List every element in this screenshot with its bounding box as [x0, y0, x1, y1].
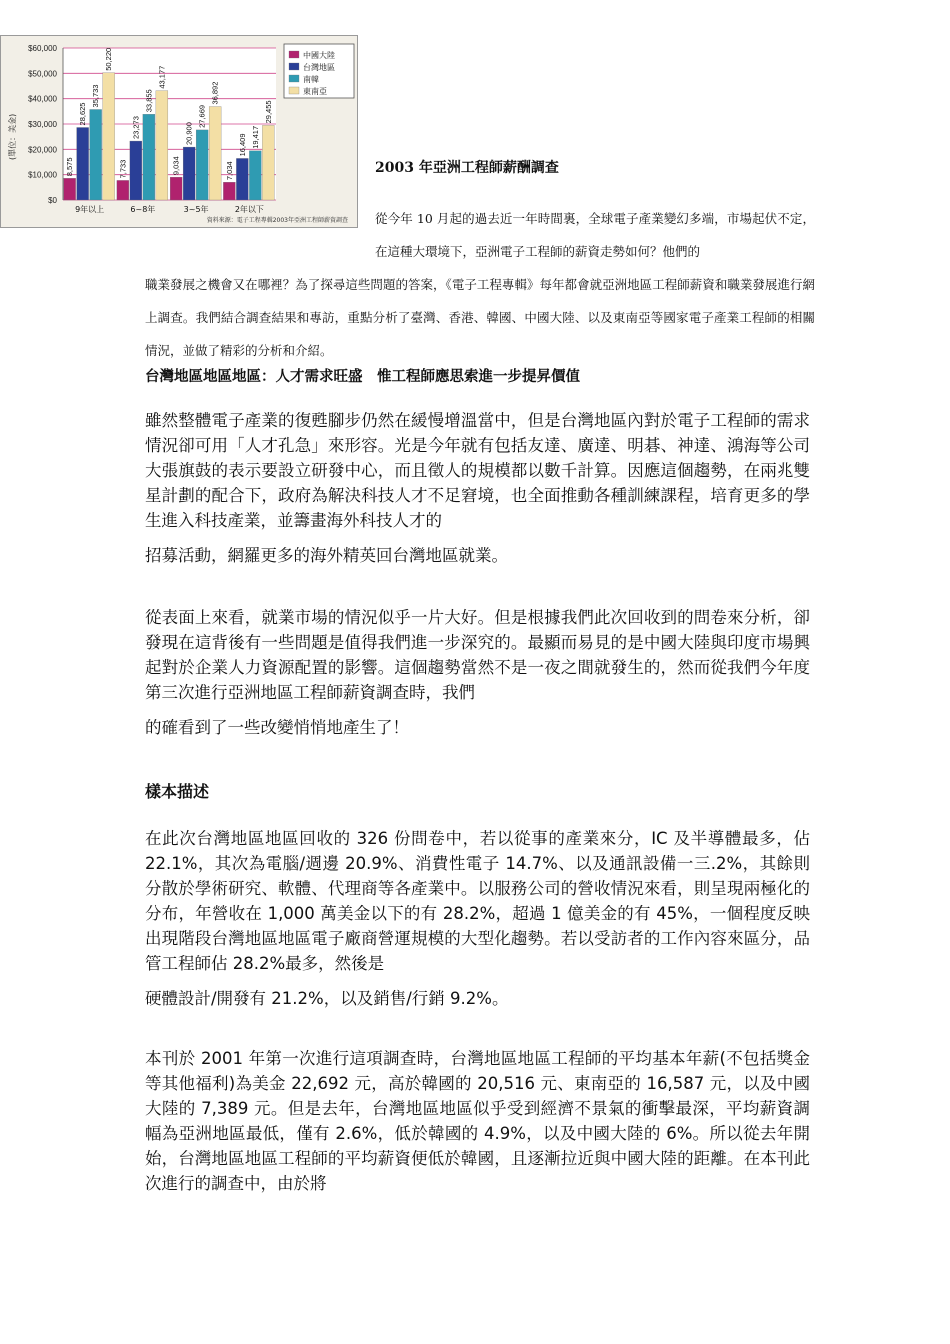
data-label: 7,034 [224, 161, 234, 181]
bar [90, 109, 102, 200]
data-label: 28,625 [78, 102, 88, 126]
x-tick-label: 3~5年 [183, 205, 209, 214]
paragraph-3 [145, 826, 810, 1011]
bar [196, 130, 208, 200]
data-label: 8,575 [65, 157, 75, 177]
legend-swatch [289, 75, 299, 82]
paragraph-3-last-line: 硬體設計/開發有 21.2%，以及銷售/行銷 9.2%。 [145, 989, 509, 1008]
section-heading-taiwan: 台灣地區地區地區：人才需求旺盛 惟工程師應思索進一步提昇價值 [145, 368, 580, 385]
data-label: 50,220 [104, 47, 114, 71]
chart-source-note: 資料來源：電子工程專輯2003年亞洲工程師薪資調查 [206, 217, 348, 224]
y-axis-label: (單位：美金) [8, 113, 17, 160]
y-tick-label: $50,000 [28, 69, 57, 79]
paragraph-2-body: 從表面上來看，就業市場的情況似乎一片大好。但是根據我們此次回收到的問卷來分析，卻發現在這背後有一些問題是值得我們進一步深究的。最顯而易見的是中國大陸與印度市場興起對於企業人力資源配置的影響。這個趨勢當然不是一夜之間就發生的，然而從我們今年度第三次進行亞洲地區工程師薪資調查時，我們 [145, 608, 810, 702]
data-label: 36,892 [210, 81, 220, 105]
y-tick-label: $40,000 [28, 94, 57, 104]
paragraph-1-last-line: 招募活動，網羅更多的海外精英回台灣地區就業。 [145, 546, 508, 565]
data-label: 16,409 [237, 133, 247, 157]
x-tick-label: 2年以下 [234, 205, 264, 214]
data-label: 27,669 [197, 104, 207, 128]
paragraph-4: 本刊於 2001 年第一次進行這項調查時，台灣地區地區工程師的平均基本年薪(不包括獎金等其他福利)為美金 22,692 元，高於韓國的 20,516 元、東南亞的 16,587 元，以及中國大陸的 7,389 元。但是去年，台灣地區地區似乎受到經濟不景氣的衝擊最深，平均薪資調幅為亞洲地區最低，僅有 2.6%，低於韓國的 4.9%，以及中國大陸的 6%。所以從去年開始，台灣地區地區工程師的平均薪資便低於韓國，且逐漸拉近與中國大陸的距離。在本刊此次進行的調查中，由於將 [145, 1049, 810, 1193]
salary-bar-chart [0, 35, 358, 228]
legend-label: 台灣地區 [303, 63, 335, 72]
section-heading-sample: 樣本描述 [145, 782, 210, 801]
legend-swatch [289, 87, 299, 94]
y-tick-label: $60,000 [28, 44, 57, 53]
article-title: 2003 年亞洲工程師薪酬調查 [375, 160, 559, 176]
data-label: 29,455 [263, 100, 273, 124]
y-tick-label: $10,000 [28, 170, 57, 180]
bar [223, 182, 235, 200]
bar [170, 177, 182, 200]
paragraph-3-body: 在此次台灣地區地區回收的 326 份問卷中，若以從事的產業來分，IC 及半導體最多，佔 22.1%，其次為電腦/週邊 20.9%、消費性電子 14.7%、以及通訊設備一三.2%，其餘則分散於學術研究、軟體、代理商等各產業中。以服務公司的營收情況來看，則呈現兩極化的分布，年營收在 1,000 萬美金以下的有 28.2%，超過 1 億美金的有 45%，一個程度反映出現階段台灣地區地區電子廠商營運規模的大型化趨勢。若以受訪者的工作內容來區分，品管工程師佔 28.2%最多，然後是 [145, 829, 810, 973]
bar [103, 73, 115, 200]
data-label: 35,733 [91, 84, 101, 108]
data-label: 9,034 [171, 156, 181, 176]
bar [156, 91, 168, 200]
y-tick-label: $0 [48, 196, 57, 205]
data-label: 33,855 [144, 89, 154, 113]
bar [117, 180, 129, 200]
x-tick-label: 9年以上 [75, 205, 105, 214]
intro-text-2: 職業發展之機會又在哪裡？為了探尋這些問題的答案，《電子工程專輯》每年都會就亞洲地區工程師薪資和職業發展進行網上調查。我們結合調查結果和專訪，重點分析了臺灣、香港、韓國、中國大陸、以及東南亞等國家電子產業工程師的相關情況，並做了精彩的分析和介紹。 [145, 277, 815, 358]
chart-canvas [1, 36, 359, 229]
paragraph-2-last-line: 的確看到了一些改變悄悄地產生了！ [145, 718, 409, 737]
bar [77, 127, 89, 200]
bar [249, 151, 261, 200]
paragraph-1 [145, 408, 810, 568]
legend-label: 東南亞 [303, 87, 327, 96]
y-tick-label: $20,000 [28, 145, 57, 155]
data-label: 19,417 [250, 125, 260, 149]
data-label: 43,177 [157, 65, 167, 89]
legend-label: 南韓 [303, 75, 319, 84]
x-tick-label: 6~8年 [130, 205, 156, 214]
bar [143, 114, 155, 200]
legend-swatch [289, 51, 299, 58]
bar [262, 125, 274, 200]
paragraph-1-body: 雖然整體電子產業的復甦腳步仍然在緩慢增溫當中，但是台灣地區內對於電子工程師的需求情況卻可用「人才孔急」來形容。光是今年就有包括友達、廣達、明碁、神達、鴻海等公司大張旗鼓的表示要設立研發中心，而且徵人的規模都以數千計算。因應這個趨勢，在兩兆雙星計劃的配合下，政府為解決科技人才不足窘境，也全面推動各種訓練課程，培育更多的學生進入科技產業，並籌畫海外科技人才的 [145, 411, 810, 530]
bar [209, 107, 221, 200]
data-label: 20,900 [184, 122, 194, 146]
intro-text-1: 從今年 10 月起的過去近一年時間裏，全球電子產業變幻多端，市場起伏不定，在這種大環境下，亞洲電子工程師的薪資走勢如何？他們的 [375, 211, 815, 259]
bar [130, 141, 142, 200]
data-label: 7,733 [118, 159, 128, 179]
legend-swatch [289, 63, 299, 70]
bar [183, 147, 195, 200]
data-label: 23,273 [131, 116, 141, 140]
y-tick-label: $30,000 [28, 120, 57, 129]
paragraph-2 [145, 605, 810, 740]
bar [64, 178, 76, 200]
bar [236, 158, 248, 200]
legend-label: 中國大陸 [303, 51, 335, 60]
